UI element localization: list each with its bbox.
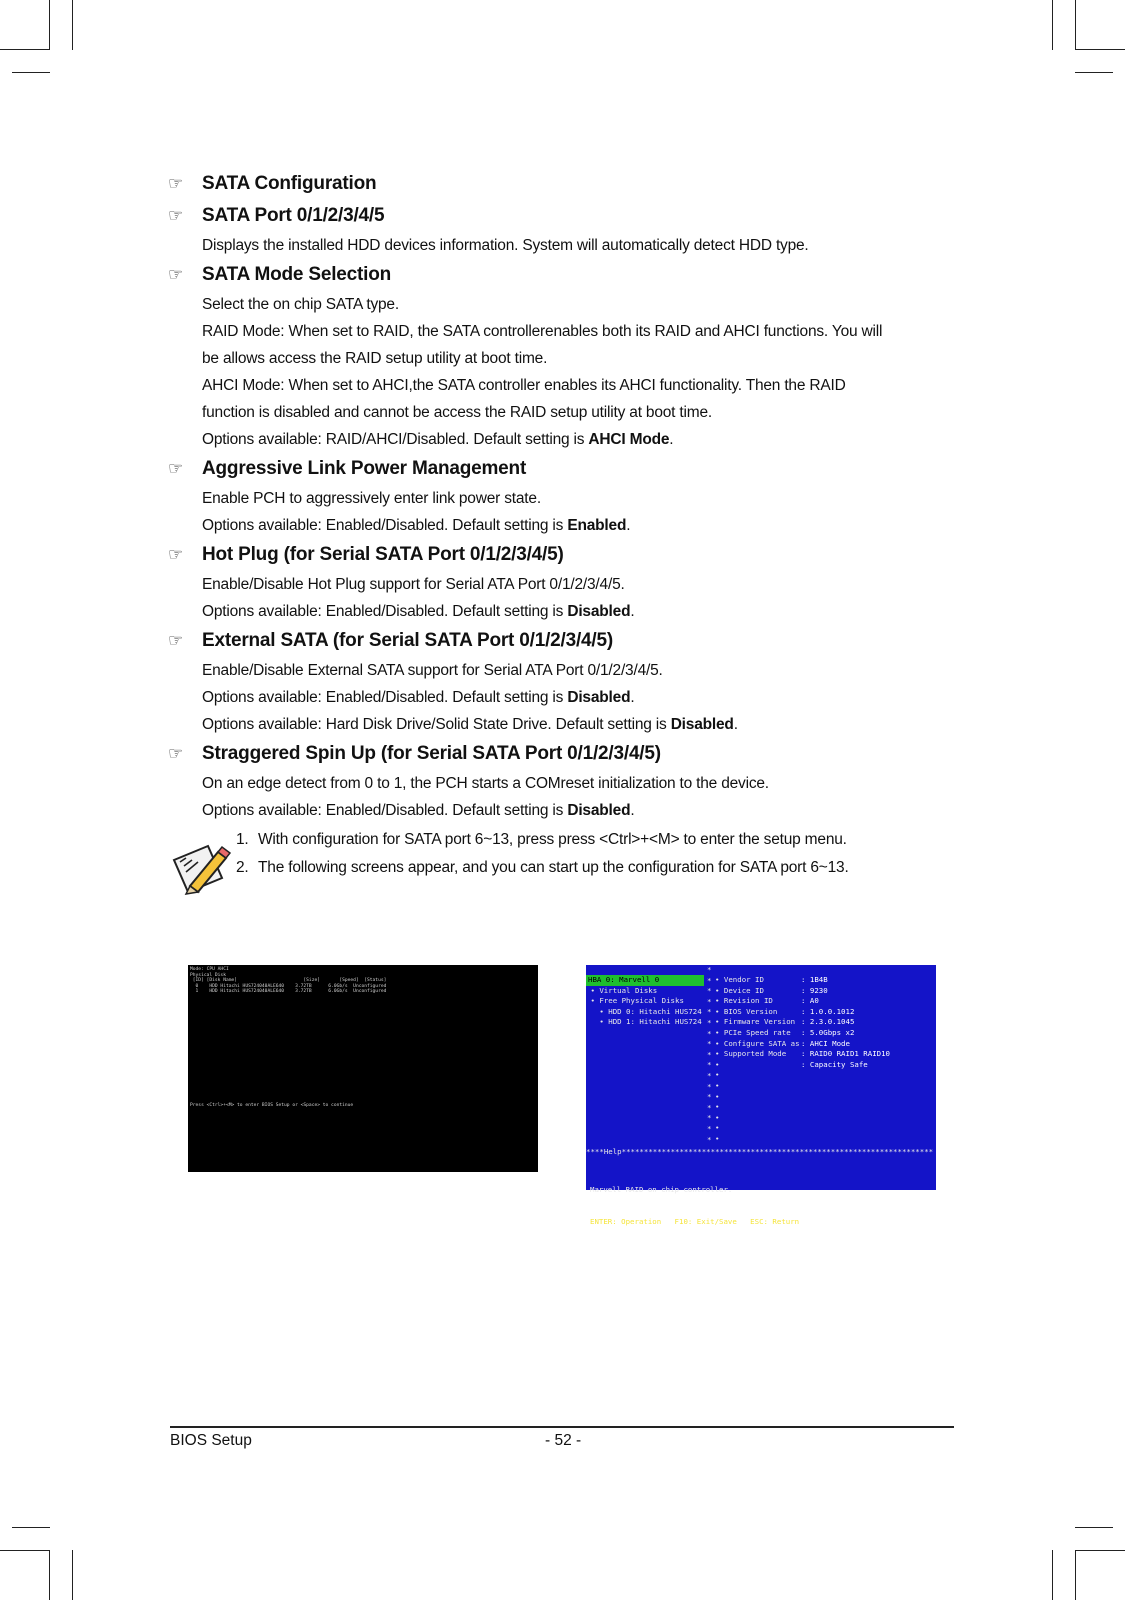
paragraph-text: Options available: RAID/AHCI/Disabled. Default setting is xyxy=(202,431,589,448)
bullet-filler: • xyxy=(715,1133,720,1143)
property-label: • BIOS Version xyxy=(715,1006,778,1016)
note-item xyxy=(236,826,849,854)
note-list xyxy=(236,826,849,882)
page-number: - 52 - xyxy=(545,1432,582,1449)
pencil-note-icon xyxy=(168,832,232,896)
crop-mark xyxy=(12,72,50,73)
default-value: Enabled xyxy=(567,517,627,534)
pointing-hand-icon: ☞ xyxy=(168,459,184,478)
property-value: : A0 xyxy=(801,996,819,1006)
section-heading xyxy=(168,200,958,232)
crop-mark xyxy=(12,1527,50,1528)
property-label: • Device ID xyxy=(715,985,764,995)
note-text: With configuration for SATA port 6~13, press press <Ctrl>+<M> to enter the setup menu. xyxy=(258,831,847,848)
section-paragraph xyxy=(168,426,958,453)
section-paragraph xyxy=(168,345,958,372)
section-paragraph xyxy=(168,291,958,318)
paragraph-text: be allows access the RAID setup utility at boot time. xyxy=(202,350,548,367)
crop-mark xyxy=(1075,1527,1113,1528)
crop-mark xyxy=(0,49,50,50)
crop-mark xyxy=(72,1550,73,1600)
help-bar xyxy=(586,1147,936,1158)
paragraph-text: RAID Mode: When set to RAID, the SATA controllerenables both its RAID and AHCI functions. You will xyxy=(202,323,883,340)
property-value: : 1B4B xyxy=(801,975,828,984)
paragraph-text: Enable/Disable External SATA support for Serial ATA Port 0/1/2/3/4/5. xyxy=(202,662,663,679)
property-row xyxy=(715,975,935,986)
marvell-raid-utility-screenshot xyxy=(586,965,936,1226)
hba-tree-item[interactable]: • HDD 0: Hitachi HUS724 xyxy=(586,1006,702,1016)
crop-mark xyxy=(1075,1550,1076,1600)
property-row xyxy=(715,1017,935,1028)
help-text xyxy=(590,1164,799,1249)
crop-mark xyxy=(1052,0,1053,50)
pointing-hand-icon: ☞ xyxy=(168,265,184,284)
section-paragraph xyxy=(168,232,958,259)
paragraph-text: AHCI Mode: When set to AHCI,the SATA controller enables its AHCI functionality. Then the RAID xyxy=(202,377,846,394)
section-heading xyxy=(168,168,958,200)
section-paragraph xyxy=(168,512,958,539)
paragraph-text: On an edge detect from 0 to 1, the PCH starts a COMreset initialization to the device. xyxy=(202,775,769,792)
section-title: SATA Mode Selection xyxy=(202,264,392,285)
note-number: 1. xyxy=(236,831,249,848)
property-value: : 9230 xyxy=(801,985,828,995)
crop-mark xyxy=(49,0,50,50)
paragraph-text: . xyxy=(630,689,635,706)
property-row xyxy=(715,1007,935,1018)
default-value: Disabled xyxy=(567,689,631,706)
property-value: : 1.0.0.1012 xyxy=(801,1006,855,1016)
paragraph-text: Options available: Hard Disk Drive/Solid State Drive. Default setting is xyxy=(202,716,671,733)
section-paragraph xyxy=(168,657,958,684)
help-bar-stars: **** xyxy=(586,1147,604,1156)
crop-mark xyxy=(1075,1550,1125,1551)
paragraph-text: . xyxy=(630,802,635,819)
paragraph-text: function is disabled and cannot be access the RAID setup utility at boot time. xyxy=(202,404,712,421)
paragraph-text: . xyxy=(733,716,738,733)
post-screen-line: [ID] [Disk Name] [Size] [Speed] [Status] xyxy=(190,978,387,984)
section-paragraph xyxy=(168,399,958,426)
hba-tree-item[interactable]: • HDD 1: Hitachi HUS724 xyxy=(586,1017,702,1027)
document-body xyxy=(168,168,958,902)
hba-selected-item[interactable]: HBA 0: Marvell 0 xyxy=(586,975,704,986)
section-paragraph xyxy=(168,598,958,625)
section-paragraph xyxy=(168,797,958,824)
default-value: AHCI Mode xyxy=(588,431,670,448)
help-label: Help xyxy=(603,1147,622,1156)
key-legend: ENTER: Operation F10: Exit/Save ESC: Return xyxy=(590,1216,800,1226)
default-value: Disabled xyxy=(567,603,631,620)
property-label: • xyxy=(715,1059,720,1069)
bullet-filler: • xyxy=(715,1070,720,1080)
paragraph-text: Options available: Enabled/Disabled. Default setting is xyxy=(202,689,568,706)
crop-mark xyxy=(1052,1550,1053,1600)
paragraph-text: Enable/Disable Hot Plug support for Serial ATA Port 0/1/2/3/4/5. xyxy=(202,576,625,593)
property-row xyxy=(715,986,935,997)
section-heading xyxy=(168,738,958,770)
property-row xyxy=(715,1049,935,1060)
crop-mark xyxy=(1075,49,1125,50)
post-screen-prompt: Press <Ctrl>+<M> to enter BIOS Setup or <Space> to continue xyxy=(190,1102,354,1108)
note-block xyxy=(168,832,958,902)
property-label: • Supported Mode xyxy=(715,1049,787,1059)
property-label: • Revision ID xyxy=(715,996,773,1006)
property-row xyxy=(715,1060,935,1071)
footer-chapter: BIOS Setup xyxy=(170,1432,252,1449)
section-title: External SATA (for Serial SATA Port 0/1/2/3/4/5) xyxy=(202,630,613,651)
section-title: Aggressive Link Power Management xyxy=(202,458,527,479)
property-row xyxy=(715,1039,935,1050)
spacer xyxy=(190,995,536,1103)
post-screen-line: Physical Disk xyxy=(190,972,226,978)
paragraph-text: Options available: Enabled/Disabled. Default setting is xyxy=(202,802,568,819)
pointing-hand-icon: ☞ xyxy=(168,631,184,650)
bullet-filler: • xyxy=(715,1123,720,1133)
footer-rule xyxy=(170,1426,954,1428)
property-row xyxy=(715,1028,935,1039)
default-value: Disabled xyxy=(670,716,734,733)
crop-mark xyxy=(1075,0,1076,50)
column-divider: * * * * * * * * * * * * * * * * * xyxy=(707,965,712,1144)
crop-mark xyxy=(1075,72,1113,73)
pointing-hand-icon: ☞ xyxy=(168,545,184,564)
pointing-hand-icon: ☞ xyxy=(168,206,184,225)
hba-tree-item[interactable]: • Virtual Disks xyxy=(586,985,658,995)
hba-tree-item[interactable]: • Free Physical Disks xyxy=(586,996,684,1006)
property-value: : RAID0 RAID1 RAID10 xyxy=(801,1049,890,1059)
section-heading xyxy=(168,259,958,291)
section-paragraph xyxy=(168,318,958,345)
crop-mark xyxy=(72,0,73,50)
property-value: : Capacity Safe xyxy=(801,1059,868,1069)
section-heading xyxy=(168,625,958,657)
paragraph-text: Select the on chip SATA type. xyxy=(202,296,399,313)
hba-tree xyxy=(586,975,704,1028)
paragraph-text: Enable PCH to aggressively enter link power state. xyxy=(202,490,541,507)
pointing-hand-icon: ☞ xyxy=(168,744,184,763)
section-title: Hot Plug (for Serial SATA Port 0/1/2/3/4/5) xyxy=(202,544,564,565)
bullet-filler: • xyxy=(715,1091,720,1101)
post-screen-line: 1 HDD Hitachi HUS724040ALE640 3.72TB 6.0Gb/s Unconfigured xyxy=(190,989,387,995)
help-bar-stars: ********************************************************************** xyxy=(621,1147,934,1156)
section-paragraph xyxy=(168,711,958,738)
section-heading xyxy=(168,453,958,485)
bullet-filler: • xyxy=(715,1080,720,1090)
property-label: • Firmware Version xyxy=(715,1017,796,1027)
section-title: SATA Port 0/1/2/3/4/5 xyxy=(202,205,385,226)
section-paragraph xyxy=(168,770,958,797)
crop-mark xyxy=(0,1550,50,1551)
section-paragraph xyxy=(168,571,958,598)
paragraph-text: Options available: Enabled/Disabled. Default setting is xyxy=(202,517,568,534)
property-row xyxy=(715,996,935,1007)
bullet-filler: • xyxy=(715,1102,720,1112)
post-screen-line: Mode: CPU AHCI xyxy=(190,967,229,972)
paragraph-text: . xyxy=(630,603,635,620)
note-text: The following screens appear, and you can start up the configuration for SATA port 6~13. xyxy=(258,859,849,876)
note-number: 2. xyxy=(236,859,249,876)
paragraph-text: . xyxy=(626,517,631,534)
note-item xyxy=(236,854,849,882)
bullet-filler: • xyxy=(715,1112,720,1122)
section-title: Straggered Spin Up (for Serial SATA Port 0/1/2/3/4/5) xyxy=(202,743,661,764)
pointing-hand-icon: ☞ xyxy=(168,174,184,193)
section-paragraph xyxy=(168,684,958,711)
section-paragraph xyxy=(168,372,958,399)
property-label: • Configure SATA as xyxy=(715,1038,800,1048)
property-label: • PCIe Speed rate xyxy=(715,1027,791,1037)
post-screen-screenshot xyxy=(188,965,538,1172)
crop-mark xyxy=(49,1550,50,1600)
paragraph-text: Options available: Enabled/Disabled. Default setting is xyxy=(202,603,568,620)
section-paragraph xyxy=(168,485,958,512)
section-title: SATA Configuration xyxy=(202,173,377,194)
paragraph-text: Displays the installed HDD devices information. System will automatically detect HDD type. xyxy=(202,237,809,254)
property-value: : 5.0Gbps x2 xyxy=(801,1027,855,1037)
hba-properties xyxy=(715,975,935,1145)
section-heading xyxy=(168,539,958,571)
property-value: : 2.3.0.1045 xyxy=(801,1017,855,1027)
property-value: : AHCI Mode xyxy=(801,1038,850,1048)
paragraph-text: . xyxy=(669,431,674,448)
property-label: • Vendor ID xyxy=(715,975,764,984)
help-description: Marvell RAID on chip controller. xyxy=(590,1185,733,1195)
post-screen-line: 0 HDD Hitachi HUS724040ALE640 3.72TB 6.0Gb/s Unconfigured xyxy=(190,983,387,989)
default-value: Disabled xyxy=(567,802,631,819)
